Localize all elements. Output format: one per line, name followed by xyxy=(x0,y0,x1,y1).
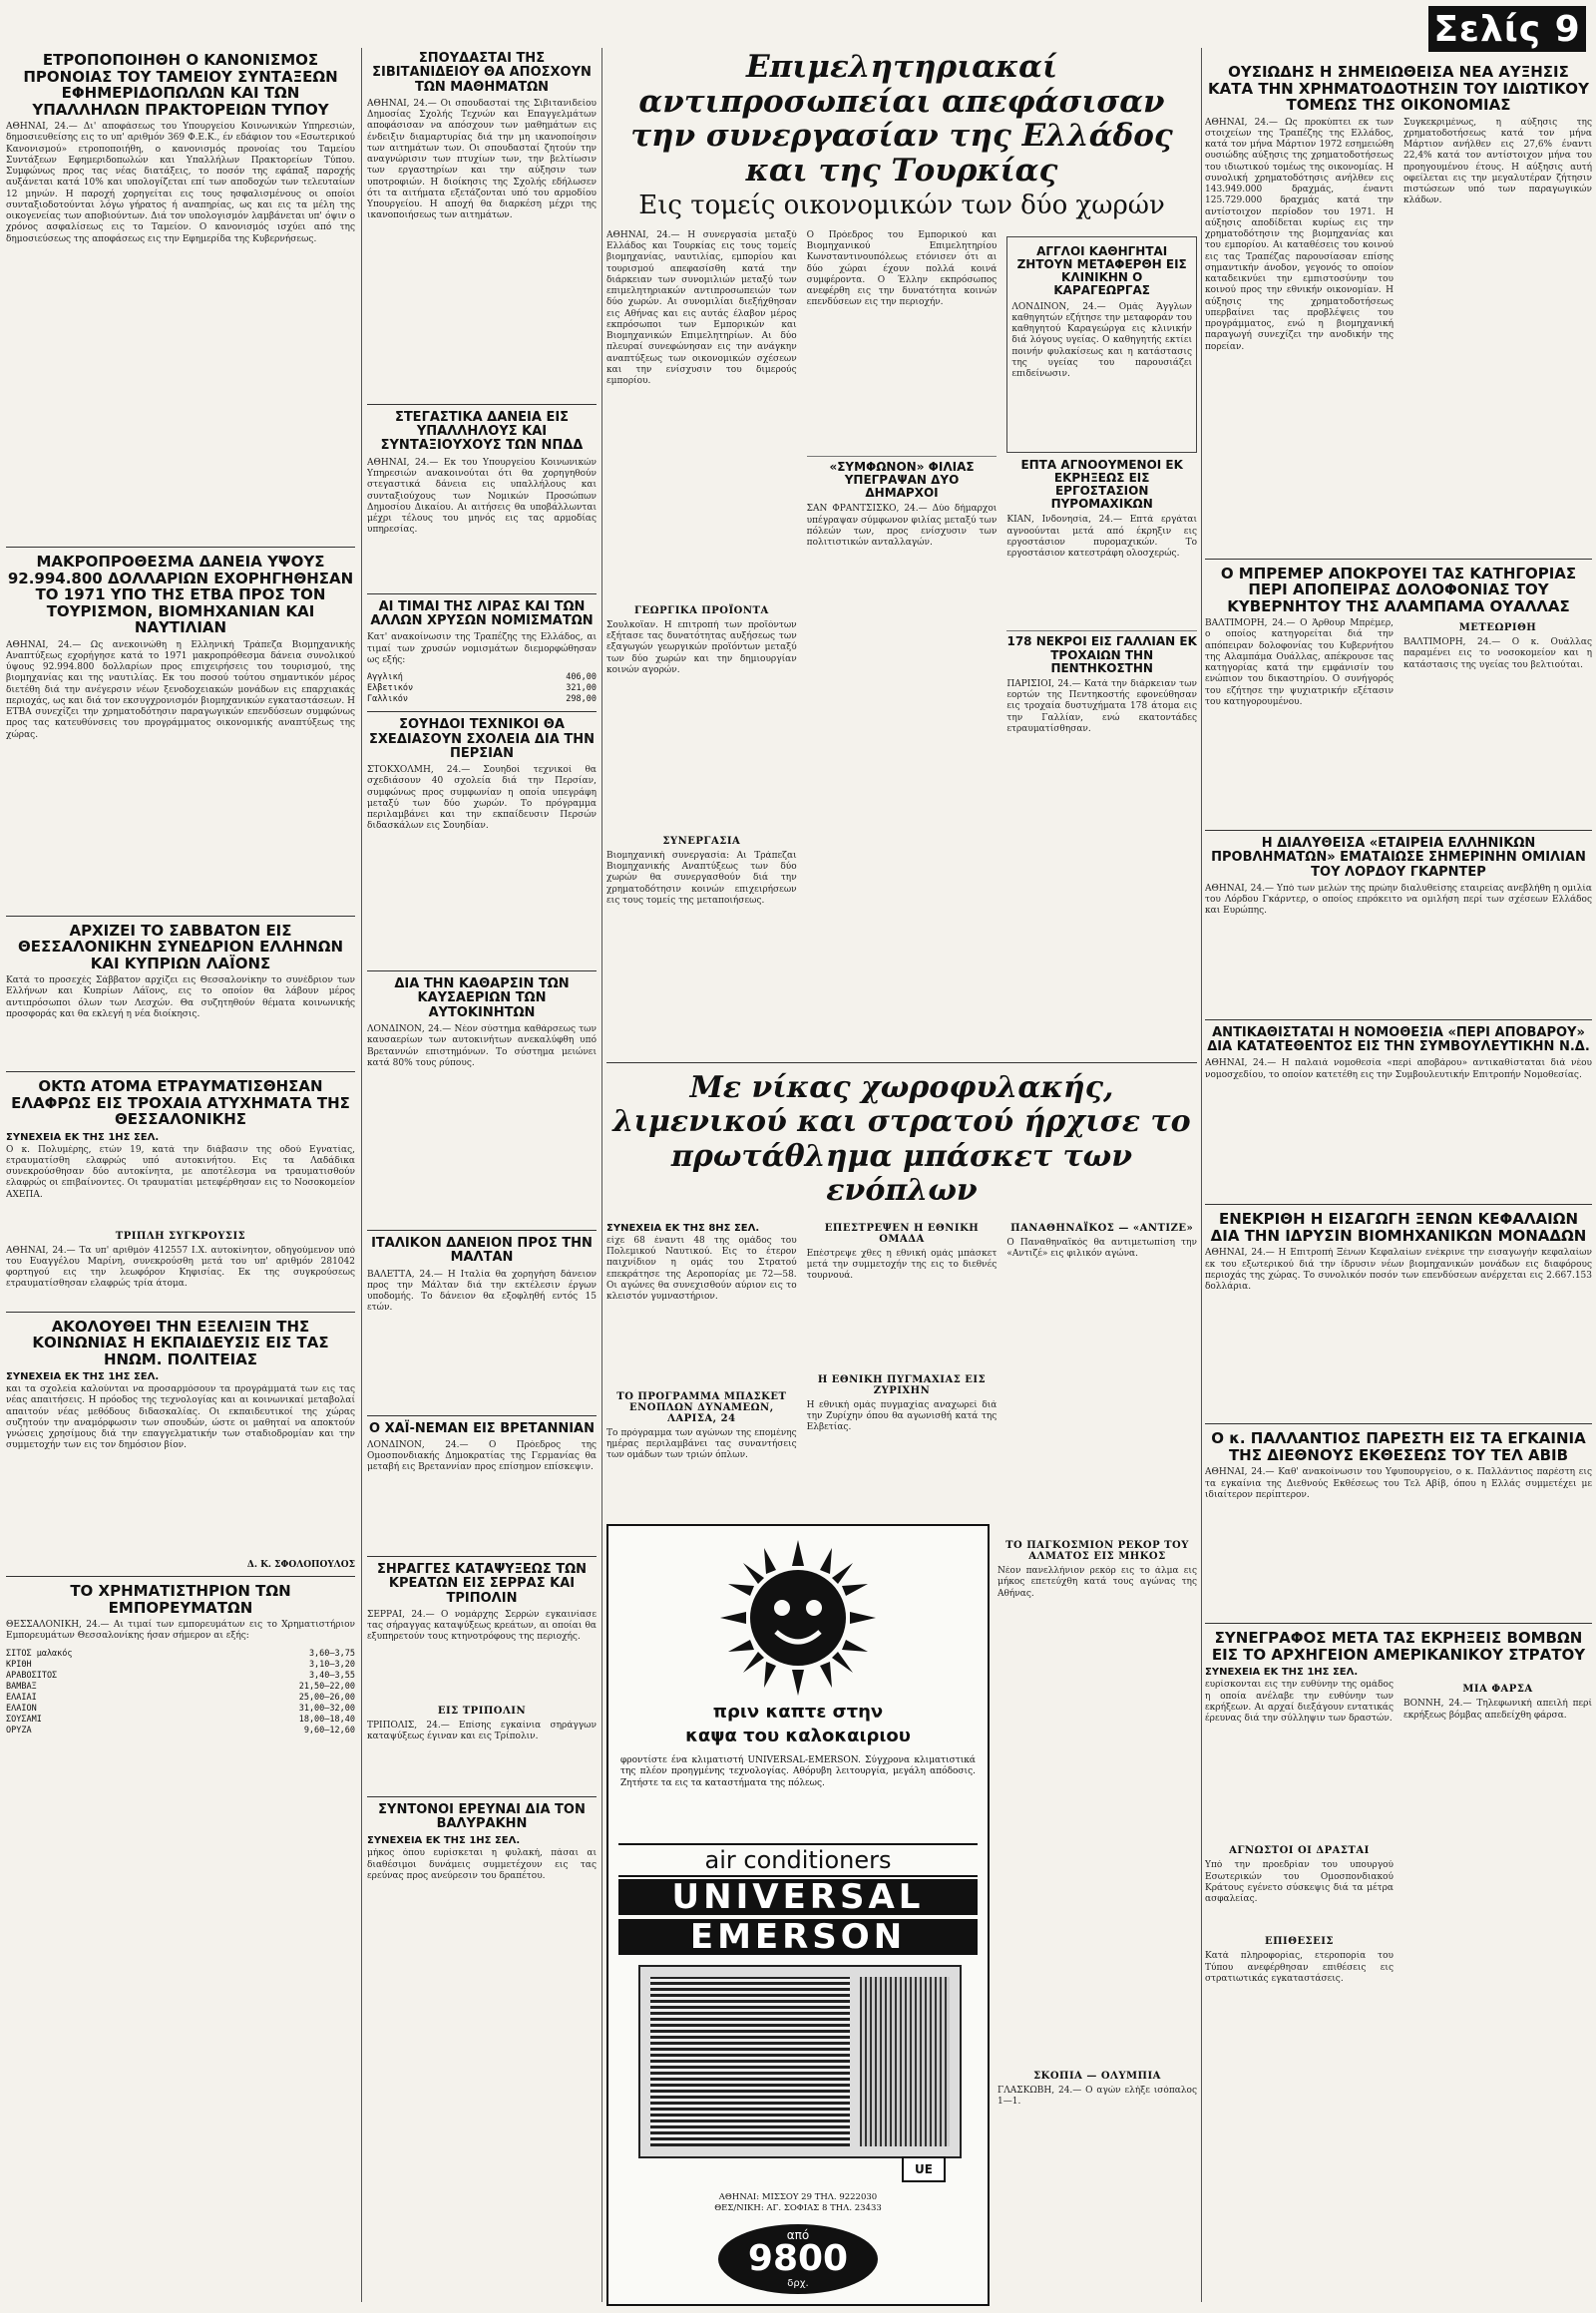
air-conditioner-advertisement xyxy=(606,1524,990,2306)
subhead: ΣΥΝΕΡΓΑΣΙΑ xyxy=(662,835,741,847)
continuation-note: ΣΥΝΕΧΕΙΑ ΕΚ ΤΗΣ 1ΗΣ ΣΕΛ. xyxy=(6,1131,160,1143)
sun-icon xyxy=(720,1540,876,1696)
rule xyxy=(367,1415,597,1416)
subhead: ΕΙΣ ΤΡΙΠΟΛΙΝ xyxy=(437,1705,527,1717)
subhead: ΤΟ ΠΡΟΓΡΑΜΜΑ ΜΠΑΣΚΕΤ ΕΝΟΠΛΩΝ ΔΥΝΑΜΕΩΝ, ΛΑΡΙΣΑ, 24 xyxy=(616,1390,787,1424)
article-text: ΒΑΛΕΤΤΑ, 24.— Η Ιταλία θα χορηγήση δάνειον προς την Μάλταν διά την εκτέλεσιν έργων υποδομής. Το δάνειον θα εξοφληθή εντός 15 ετών. xyxy=(367,1269,597,1314)
rule xyxy=(367,404,597,405)
subhead: ΑΓΝΩΣΤΟΙ ΟΙ ΔΡΑΣΤΑΙ xyxy=(1229,1845,1370,1857)
price-row: ΕΛΑΙΑΙ 25,00—26,00 xyxy=(6,1692,355,1703)
article-text: Κατά το προσεχές Σάββατον αρχίζει εις Θεσσαλονίκην το συνέδριον των Ελλήνων και Κυπρίων Λάϊονς, εις το οποίον θα λάβουν μέρος αντιπρόσωποι όλων των Λεσχών. Θα συζητηθούν θέματα κοινωνικής προσφοράς και θα εκλεγή η νέα διοίκησις. xyxy=(6,975,355,1019)
article-text: ΑΘΗΝΑΙ, 24.— Υπό των μελών της πρώην διαλυθείσης εταιρείας ανεβλήθη η ομιλία του Λόρδου Γκάρντερ, ο οποίος επρόκειτο να ομιλήση περί των σχέσεων Ελλάδος και Ευρώπης. xyxy=(1205,883,1592,917)
article-text: ΠΑΡΙΣΙΟΙ, 24.— Κατά την διάρκειαν των εορτών της Πεντηκοστής εφονεύθησαν εις τροχαία δυστυχήματα 178 άτομα εις την Γαλλίαν, ενώ εκατοντάδες ετραυματίσθησαν. xyxy=(1006,678,1198,734)
column-divider xyxy=(601,48,602,2302)
headline: ΕΠΤΑ ΑΓΝΟΟΥΜΕΝΟΙ ΕΚ ΕΚΡΗΞΕΩΣ ΕΙΣ ΕΡΓΟΣΤΑΣΙΟΝ ΠΥΡΟΜΑΧΙΚΩΝ xyxy=(1020,457,1183,512)
sports-columns xyxy=(606,1219,1197,1514)
subhead: Η ΕΘΝΙΚΗ ΠΥΓΜΑΧΙΑΣ ΕΙΣ ΖΥΡΙΧΗΝ xyxy=(817,1373,987,1396)
article-text: Κατά πληροφορίας, ετεροπορία του Τύπου ανεφέρθησαν επιθέσεις εις στρατιωτικάς εγκαταστάσεις. xyxy=(1205,1951,1394,1984)
rule xyxy=(1205,830,1592,831)
rule xyxy=(6,547,355,548)
headline: ΜΑΚΡΟΠΡΟΘΕΣΜΑ ΔΑΝΕΙΑ ΥΨΟΥΣ 92.994.800 ΔΟΛΛΑΡΙΩΝ ΕΧΟΡΗΓΗΘΗΣΑΝ ΤΟ 1971 ΥΠΟ ΤΗΣ ΕΤΒΑ ΠΡΟΣ ΤΟΝ ΤΟΥΡΙΣΜΟΝ, ΒΙΟΜΗΧΑΝΙΑΝ ΚΑΙ ΝΑΥΤΙΛΙΑΝ xyxy=(7,553,354,636)
price-prefix: από xyxy=(786,2228,810,2242)
subhead: ΜΕΤΕΩΡΙΘΗ xyxy=(1458,622,1537,633)
subhead: ΤΡΙΠΛΗ ΣΥΓΚΡΟΥΣΙΣ xyxy=(115,1230,246,1242)
byline: Δ. Κ. ΣΦΟΛΟΠΟΥΛΟΣ xyxy=(246,1560,355,1570)
continuation-note: ΣΥΝΕΧΕΙΑ ΕΚ ΤΗΣ 1ΗΣ ΣΕΛ. xyxy=(6,1371,160,1382)
headline: ΣΗΡΑΓΓΕΣ ΚΑΤΑΨΥΞΕΩΣ ΤΩΝ ΚΡΕΑΤΩΝ ΕΙΣ ΣΕΡΡΑΣ ΚΑΙ ΤΡΙΠΟΛΙΝ xyxy=(376,1561,588,1606)
rule xyxy=(1205,1423,1592,1424)
price-row: ΣΙΤΟΣ μαλακός 3,60—3,75 xyxy=(6,1648,355,1659)
rule xyxy=(367,711,597,712)
article-text: ΛΟΝΔΙΝΟΝ, 24.— Ομάς Άγγλων καθηγητών εζήτησε την μεταφοράν του καθηγητού Καραγεώργα εις κλινικήν διά λόγους υγείας. Ο καθηγητής εκτίει ποινήν φυλακίσεως και η κατάστασις της υγείας του παρουσιάζει επιδείνωσιν. xyxy=(1011,301,1193,380)
coin-row: Ελβετικόν 321,00 xyxy=(367,683,597,694)
page-number-badge: Σελίς 9 xyxy=(1428,6,1586,52)
sports-continuation xyxy=(998,1536,1197,2211)
headline: ΑΝΤΙΚΑΘΙΣΤΑΤΑΙ Η ΝΟΜΟΘΕΣΙΑ «ΠΕΡΙ ΑΠΟΒΑΡΟΥ» ΔΙΑ ΚΑΤΑΤΕΘΕΝΤΟΣ ΕΙΣ ΤΗΝ ΣΥΜΒΟΥΛΕΥΤΙΚΗΝ Ν.Δ. xyxy=(1207,1024,1590,1055)
article-text: ΒΑΛΤΙΜΟΡΗ, 24.— Ο κ. Ουάλλας παραμένει εις το νοσοκομείον και η κατάστασις της υγείας του βελτιούται. xyxy=(1403,637,1592,670)
price-value: 9800 xyxy=(747,2238,849,2279)
article-text: ΣΤΟΚΧΟΛΜΗ, 24.— Σουηδοί τεχνικοί θα σχεδιάσουν 40 σχολεία διά την Περσίαν, συμφώνως προς συμφωνίαν η οποία υπεγράφη μεταξύ των δύο χωρών. Το πρόγραμμα περιλαμβάνει και την εκπαίδευσιν Περσών διδασκάλων εις Σουηδίαν. xyxy=(367,765,597,832)
headline: ΕΤΡΟΠΟΠΟΙΗΘΗ Ο ΚΑΝΟΝΙΣΜΟΣ ΠΡΟΝΟΙΑΣ ΤΟΥ ΤΑΜΕΙΟΥ ΣΥΝΤΑΞΕΩΝ ΕΦΗΜΕΡΙΔΟΠΩΛΩΝ ΚΑΙ ΤΩΝ ΥΠΑΛΛΗΛΩΝ ΠΡΑΚΤΟΡΕΙΩΝ ΤΥΠΟΥ xyxy=(23,51,338,119)
article-text: ΘΕΣΣΑΛΟΝΙΚΗ, 24.— Αι τιμαί των εμπορευμάτων εις το Χρηματιστήριον Εμπορευμάτων Θεσσαλονίκης ήσαν σήμερον αι εξής: xyxy=(6,1620,355,1642)
headline: ΙΤΑΛΙΚΟΝ ΔΑΝΕΙΟΝ ΠΡΟΣ ΤΗΝ ΜΑΛΤΑΝ xyxy=(371,1236,593,1266)
article-text: ΑΘΗΝΑΙ, 24.— Ως ανεκοινώθη η Ελληνική Τράπεζα Βιομηχανικής Αναπτύξεως εχορήγησε κατά το 1971 μακροπρόθεσμα δάνεια συνολικού ύψους 92.994.800 δολλαρίων προς επιχειρήσεις του τουρισμού, της βιομηχανίας και της ναυτιλίας. Εκ του ποσού τούτου σημαντικόν μέρος διετέθη διά την ανέγερσιν νέων ξενοδοχειακών μονάδων εις επαρχιακάς περιοχάς, ως και διά τον εκσυγχρονισμόν βιομηχανικών εγκαταστάσεων. Η ΕΤΒΑ συνεχίζει την χρηματοδότησιν παραγωγικών επενδύσεων συμφώνως προς τας κατευθύνσεις του προγράμματος οικονομικής αναπτύξεως της χώρας. xyxy=(6,639,355,740)
headline: ΔΙΑ ΤΗΝ ΚΑΘΑΡΣΙΝ ΤΩΝ ΚΑΥΣΑΕΡΙΩΝ ΤΩΝ ΑΥΤΟΚΙΝΗΤΩΝ xyxy=(394,976,570,1020)
boxed-story xyxy=(1006,236,1197,453)
price-row: ΕΛΑΙΟΝ 31,00—32,00 xyxy=(6,1703,355,1714)
article-text: Σουλκοΐαν. Η επιτροπή των προϊόντων εξήτασε τας δυνατότητας αυξήσεως των εξαγωγών γεωργικών προϊόντων μεταξύ των δύο χωρών και την δημιουργίαν κοινών αγορών. xyxy=(606,619,797,675)
article-text: Κατ' ανακοίνωσιν της Τραπέζης της Ελλάδος, αι τιμαί των χρυσών νομισμάτων διεμορφώθησαν ως εξής: xyxy=(367,632,597,665)
headline: ΕΝΕΚΡΙΘΗ Η ΕΙΣΑΓΩΓΗ ΞΕΝΩΝ ΚΕΦΑΛΑΙΩΝ ΔΙΑ ΤΗΝ ΙΔΡΥΣΙΝ ΒΙΟΜΗΧΑΝΙΚΩΝ ΜΟΝΑΔΩΝ xyxy=(1210,1210,1587,1245)
lead-story-columns xyxy=(606,230,1197,1056)
rule xyxy=(1006,630,1197,631)
article-text: Η εθνική ομάς πυγμαχίας αναχωρεί διά την Ζυρίχην όπου θα αγωνισθή κατά της Ελβετίας. xyxy=(806,1399,998,1433)
rule xyxy=(367,970,597,971)
ac-control-panel xyxy=(860,1977,950,2146)
article-text: ΑΘΗΝΑΙ, 24.— Δι' αποφάσεως του Υπουργείου Κοινωνικών Υπηρεσιών, δημοσιευθείσης εις το υπ' αριθμόν 369 Φ.Ε.Κ., έν εδάφιον του «Εσωτερικού Κανονισμού» ετροποποιήθη, ο κανονισμός προνοίας του Ταμείου Συντάξεων Εφημεριδοπωλών και Υπαλλήλων Πρακτορείων Τύπου. Συμφώνως προς τας νέας διατάξεις, το ποσόν της εφάπαξ παροχής αυξάνεται κατά 10% και υπολογίζεται επί των αποδοχών των τελευταίων 12 μηνών. Η παροχή χορηγείται εις τους ησφαλισμένους οι οποίοι συνταξιοδοτούνται λόγω γήρατος ή αναπηρίας, ως και εις τα μέλη της οικογενείας των αποβιούντων. Διά τον υπολογισμόν λαμβάνεται υπ' όψιν ο χρόνος ασφαλίσεως εις το Ταμείον. Ο κανονισμός ισχύει από της δημοσιεύσεως της αποφάσεως εις την Εφημερίδα της Κυβερνήσεως. xyxy=(6,122,355,244)
headline: ΟΚΤΩ ΑΤΟΜΑ ΕΤΡΑΥΜΑΤΙΣΘΗΣΑΝ ΕΛΑΦΡΩΣ ΕΙΣ ΤΡΟΧΑΙΑ ΑΤΥΧΗΜΑΤΑ ΤΗΣ ΘΕΣΣΑΛΟΝΙΚΗΣ xyxy=(11,1077,350,1128)
rule xyxy=(6,916,355,917)
column-3 xyxy=(606,48,1197,1514)
gold-coin-prices xyxy=(367,672,597,705)
subhead: ΕΠΕΣΤΡΕΨΕΝ Η ΕΘΝΙΚΗ ΟΜΑΔΑ xyxy=(824,1222,980,1245)
headline: ΣΟΥΗΔΟΙ ΤΕΧΝΙΚΟΙ ΘΑ ΣΧΕΔΙΑΣΟΥΝ ΣΧΟΛΕΙΑ ΔΙΑ ΤΗΝ ΠΕΡΣΙΑΝ xyxy=(369,717,595,761)
column-divider xyxy=(1201,48,1202,2302)
article-text: Το πρόγραμμα των αγώνων της επομένης ημέρας περιλαμβάνει τας συναντήσεις των ομάδων των τριών όπλων. xyxy=(606,1427,797,1461)
article-text: και τα σχολεία καλούνται να προσαρμόσουν τα προγράμματά των εις τας νέας απαιτήσεις. Η πρόοδος της τεχνολογίας και αι κοινωνικαί μεταβολαί απαιτούν νέας μεθόδους διδασκαλίας. Οι εκπαιδευτικοί της χώρας συζητούν την αναμόρφωσιν των σπουδών, ώστε οι μαθηταί να αποκτούν γνώσεις χρησίμους διά την επαγγελματικήν των σταδιοδρομίαν και την συμμετοχήν των εις τον δημόσιον βίον. xyxy=(6,1384,355,1451)
continuation-note: ΣΥΝΕΧΕΙΑ ΕΚ ΤΗΣ 1ΗΣ ΣΕΛ. xyxy=(367,1835,521,1847)
article-text: ΓΛΑΣΚΩΒΗ, 24.— Ο αγών ελήξε ισόπαλος 1—1. xyxy=(998,2086,1197,2108)
headline: ΣΥΝΕΓΡΑΦΟΣ ΜΕΤΑ ΤΑΣ ΕΚΡΗΞΕΙΣ ΒΟΜΒΩΝ ΕΙΣ ΤΟ ΑΡΧΗΓΕΙΟΝ ΑΜΕΡΙΚΑΝΙΚΟΥ ΣΤΡΑΤΟΥ xyxy=(1211,1629,1586,1664)
article-text: ΑΘΗΝΑΙ, 24.— Η παλαιά νομοθεσία «περί αποβάρου» αντικαθίσταται διά νέου νομοσχεδίου, το οποίον κατετέθη εις την Συμβουλευτικήν Επιτροπήν Νομοθεσίας. xyxy=(1205,1058,1592,1080)
ad-product-category: air conditioners xyxy=(618,1843,978,1877)
story-columns xyxy=(1205,118,1592,553)
article-text: Ο Παναθηναϊκός θα αντιμετωπίση την «Αντιζέ» εις φιλικόν αγώνα. xyxy=(1006,1237,1198,1260)
price-row: ΚΡΙΘΗ 3,10—3,20 xyxy=(6,1659,355,1670)
rule xyxy=(367,593,597,594)
article-text: ΑΘΗΝΑΙ, 24.— Η Επιτροπή Ξένων Κεφαλαίων ενέκρινε την εισαγωγήν κεφαλαίων εκ του εξωτερικού διά την ίδρυσιν νέων βιομηχανικών μονάδων εις διαφόρους περιοχάς της χώρας. Το συνολικόν ποσόν των επενδύσεων ανέρχεται εις 2.667.153 δολλάρια. xyxy=(1205,1248,1592,1293)
price-row: ΒΑΜΒΑΞ 21,50—22,00 xyxy=(6,1681,355,1692)
article-text: ΑΘΗΝΑΙ, 24.— Καθ' ανακοίνωσιν του Υφυπουργείου, ο κ. Παλλάντιος παρέστη εις τα εγκαίνια της Διεθνούς Εκθέσεως του Τελ Αβίβ, όπου η Ελλάς συμμετέχει με ιδιαίτερον περίπτερον. xyxy=(1205,1467,1592,1500)
column-1 xyxy=(6,48,355,1740)
continuation-note: ΣΥΝΕΧΕΙΑ ΕΚ ΤΗΣ 8ΗΣ ΣΕΛ. xyxy=(606,1222,760,1234)
ad-slogan-line: πριν καπτε στην xyxy=(712,1702,884,1723)
rule xyxy=(1205,1019,1592,1020)
headline: Η ΔΙΑΛΥΘΕΙΣΑ «ΕΤΑΙΡΕΙΑ ΕΛΛΗΝΙΚΩΝ ΠΡΟΒΛΗΜΑΤΩΝ» ΕΜΑΤΑΙΩΣΕ ΣΗΜΕΡΙΝΗΝ ΟΜΙΛΙΑΝ ΤΟΥ ΛΟΡΔΟΥ ΓΚΑΡΝΤΕΡ xyxy=(1211,836,1586,880)
headline: ΑΡΧΙΖΕΙ ΤΟ ΣΑΒΒΑΤΟΝ ΕΙΣ ΘΕΣΣΑΛΟΝΙΚΗΝ ΣΥΝΕΔΡΙΟΝ ΕΛΛΗΝΩΝ ΚΑΙ ΚΥΠΡΙΩΝ ΛΑΪΟΝΣ xyxy=(17,921,344,972)
ac-grill xyxy=(650,1977,850,2146)
article-text: Βιομηχανική συνεργασία: Αι Τράπεζαι Βιομηχανικής Αναπτύξεως των δύο χωρών θα συνεργασθούν διά την χρηματοδότησιν κοινών επιχειρήσεων εις τους τομείς της μεταποιήσεως. xyxy=(606,850,797,906)
article-text: ΛΟΝΔΙΝΟΝ, 24.— Νέον σύστημα καθάρσεως των καυσαερίων των αυτοκινήτων ανεκαλύφθη υπό Βρεταννών επιστημόνων. Το σύστημα μειώνει κατά 80% τους ρύπους. xyxy=(367,1024,597,1068)
story-columns xyxy=(1205,618,1592,824)
article-text: Ο Πρόεδρος του Εμπορικού και Βιομηχανικού Επιμελητηρίου Κωνσταντινουπόλεως ετόνισεν ότι αι δύο χώραι έχουν πολλά κοινά συμφέροντα. Ο Έλλην εκπρόσωπος ανεφέρθη εις την δυνατότητα κοινών επενδύσεων εις την περιοχήν. xyxy=(806,229,998,308)
column-divider xyxy=(361,48,362,2302)
price-row: ΣΟΥΣΑΜΙ 18,00—18,40 xyxy=(6,1714,355,1725)
rule xyxy=(6,1576,355,1577)
article-text: ΣΑΝ ΦΡΑΝΤΣΙΣΚΟ, 24.— Δύο δήμαρχοι υπέγραψαν σύμφωνον φιλίας μεταξύ των πόλεών των, προς ενίσχυσιν των πολιτιστικών ανταλλαγών. xyxy=(806,504,998,549)
rule xyxy=(6,1312,355,1313)
subhead: ΤΟ ΠΑΓΚΟΣΜΙΟΝ ΡΕΚΟΡ ΤΟΥ ΑΛΜΑΤΟΣ ΕΙΣ ΜΗΚΟΣ xyxy=(1005,1540,1189,1562)
headline: ΣΤΕΓΑΣΤΙΚΑ ΔΑΝΕΙΑ ΕΙΣ ΥΠΑΛΛΗΛΟΥΣ ΚΑΙ ΣΥΝΤΑΞΙΟΥΧΟΥΣ ΤΩΝ ΝΠΔΔ xyxy=(380,409,584,454)
subhead: ΓΕΩΡΓΙΚΑ ΠΡΟΪΟΝΤΑ xyxy=(633,604,769,616)
rule xyxy=(1205,1204,1592,1205)
ad-brand-name: EMERSON xyxy=(618,1919,978,1955)
headline: «ΣΥΜΦΩΝΟΝ» ΦΙΛΙΑΣ ΥΠΕΓΡΑΨΑΝ ΔΥΟ ΔΗΜΑΡΧΟΙ xyxy=(829,459,975,501)
article-text: Υπό την προεδρίαν του υπουργού Εσωτερικών του Ομοσπονδιακού Κράτους εγένετο σύσκεψις διά τα μέτρα ασφαλείας. xyxy=(1205,1860,1394,1905)
ad-addresses xyxy=(608,2192,988,2214)
ad-body-text: φροντίστε ένα κλιματιστή UNIVERSAL-EMERSON. Σύγχρονα κλιματιστικά της πλέον προηγμένης τεχνολογίας. Αθόρυβη λειτουργία, μεγάλη απόδοσις. Ζητήστε τα εις τα καταστήματα της πόλεως. xyxy=(620,1755,976,1788)
rule xyxy=(6,1071,355,1072)
rule xyxy=(367,1230,597,1231)
article-text: ΤΡΙΠΟΛΙΣ, 24.— Επίσης εγκαίνια σηράγγων καταψύξεως έγιναν και εις Τρίπολιν. xyxy=(367,1720,597,1742)
article-text: ΒΟΝΝΗ, 24.— Τηλεφωνική απειλή περί εκρήξεως βόμβας απεδείχθη φάρσα. xyxy=(1403,1699,1592,1721)
rule xyxy=(807,456,998,457)
article-text: Επέστρεψε χθες η εθνική ομάς μπάσκετ μετά την συμμετοχήν της εις το διεθνές τουρνουά. xyxy=(806,1248,998,1282)
coin-row: Αγγλική 406,00 xyxy=(367,672,597,683)
column-2 xyxy=(367,48,597,1974)
article-text: ΑΘΗΝΑΙ, 24.— Ως προκύπτει εκ των στοιχείων της Τραπέζης της Ελλάδος, κατά τον μήνα Μάρτιον 1972 εσημειώθη ουσιώδης αύξησις της χρηματοδοτήσεως του ιδιωτικού τομέως της οικονομίας. Η συνολική χρηματοδότησις ανήλθεν εις 143.949.000 δραχμάς, έναντι 125.729.000 δραχμάς κατά την αντίστοιχον περίοδον του 1971. Η αύξησις αποδίδεται κυρίως εις την χρηματοδότησιν της βιομηχανίας και του εμπορίου. Αι καταθέσεις του κοινού εις τας Τραπέζας παρουσίασαν επίσης σημαντικήν άνοδον, γεγονός το οποίον καταδεικνύει την εμπιστοσύνην του κοινού προς την εθνικήν οικονομίαν. Η αύξησις της χρηματοδοτήσεως υπερβαίνει τας προβλέψεις του προγράμματος, ενώ η βιομηχανική παραγωγή συνεχίζει την ανοδικήν της πορείαν. xyxy=(1205,117,1394,352)
price-badge xyxy=(718,2224,878,2294)
article-text: ΑΘΗΝΑΙ, 24.— Η συνεργασία μεταξύ Ελλάδος και Τουρκίας εις τους τομείς βιομηχανίας, ναυτιλίας, εμπορίου και τουρισμού απεφασίσθη κατά την διάρκειαν των συνομιλιών μεταξύ των επιμελητηριακών αντιπροσωπειών των δύο χωρών. Αι συνομιλίαι διεξήχθησαν εις Αθήνας και εις αυτάς έλαβον μέρος εκπρόσωποι των Εμπορικών και Βιομηχανικών Επιμελητηρίων. Αι δύο πλευραί συνεφώνησαν εις την ανάγκην αναπτύξεως των οικονομικών σχέσεων και την ενίσχυσιν του διμερούς εμπορίου. xyxy=(606,229,797,387)
subhead: ΜΙΑ ΦΑΡΣΑ xyxy=(1462,1684,1533,1696)
article-text: ευρίσκονται εις την ευθύνην της ομάδος η οποία ανέλαβε την ευθύνην των εκρήξεων. Αι αρχαί διεξάγουν εντατικάς έρευνας διά την σύλληψιν των δραστών. xyxy=(1205,1680,1394,1725)
headline: ΟΥΣΙΩΔΗΣ Η ΣΗΜΕΙΩΘΕΙΣΑ ΝΕΑ ΑΥΞΗΣΙΣ ΚΑΤΑ ΤΗΝ ΧΡΗΜΑΤΟΔΟΤΗΣΙΝ ΤΟΥ ΙΔΙΩΤΙΚΟΥ ΤΟΜΕΩΣ ΤΗΣ ΟΙΚΟΝΟΜΙΑΣ xyxy=(1208,63,1589,114)
article-text: ΚΙΑΝ, Ινδονησία, 24.— Επτά εργάται αγνοούνται μετά από έκρηξιν εις εργοστάσιον πυρομαχικών. Το εργοστάσιον κατεστράφη ολοσχερώς. xyxy=(1006,515,1198,560)
story-columns xyxy=(1205,1680,1592,2007)
article-text: ΑΘΗΝΑΙ, 24.— Εκ του Υπουργείου Κοινωνικών Υπηρεσιών ανακοινούται ότι θα χορηγηθούν στεγαστικά δάνεια εις υπαλλήλους και συνταξιούχους των Νομικών Προσώπων Δημοσίου Δικαίου. Αι αιτήσεις θα υποβάλλωνται μέχρι τέλους του μηνός εις τας αρμοδίας υπηρεσίας. xyxy=(367,457,597,536)
lead-headline: Επιμελητηριακαί αντιπροσωπείαι απεφάσισαν την συνεργασίαν της Ελλάδος και της Τουρκίας xyxy=(630,49,1173,190)
article-text: ΒΑΛΤΙΜΟΡΗ, 24.— Ο Άρθουρ Μπρέμερ, ο οποίος κατηγορείται διά την απόπειραν δολοφονίας του Κυβερνήτου της Αλαμπάμα Ουάλλας, απέκρουσε τας κατηγορίας κατά την εμφάνισίν του ενώπιον του δικαστηρίου. Ο συνήγορός του εζήτησε την ψυχιατρικήν εξέτασιν του κατηγορουμένου. xyxy=(1205,618,1394,707)
price-row: ΟΡΥΖΑ 9,60—12,60 xyxy=(6,1725,355,1735)
ad-slogan-line: καψα του καλοκαιριου xyxy=(685,1726,911,1746)
article-text: Νέον πανελλήνιον ρεκόρ εις το άλμα εις μήκος επετεύχθη κατά τους αγώνας της Αθήνας. xyxy=(998,1566,1197,1599)
headline: Ο ΜΠΡΕΜΕΡ ΑΠΟΚΡΟΥΕΙ ΤΑΣ ΚΑΤΗΓΟΡΙΑΣ ΠΕΡΙ ΑΠΟΠΕΙΡΑΣ ΔΟΛΟΦΟΝΙΑΣ ΤΟΥ ΚΥΒΕΡΝΗΤΟΥ ΤΗΣ ΑΛΑΜΠΑΜΑ ΟΥΑΛΛΑΣ xyxy=(1220,564,1577,615)
article-text: Συγκεκριμένως, η αύξησις της χρηματοδοτήσεως κατά τον μήνα Μάρτιον ανήλθεν εις 27,6% έναντι 22,4% κατά τον αντίστοιχον μήνα του προηγουμένου έτους. Η αύξησις αυτή οφείλεται εις την μεγαλυτέραν ζήτησιν πιστώσεων υπό των παραγωγικών κλάδων. xyxy=(1403,117,1592,206)
article-text: ΣΕΡΡΑΙ, 24.— Ο νομάρχης Σερρών εγκαινίασε τας σήραγγας καταψύξεως κρεάτων, αι οποίαι θα εξυπηρετούν τους κτηνοτρόφους της περιοχής. xyxy=(367,1609,597,1643)
ad-address-line: ΑΘΗΝΑΙ: ΜΙΣΣΟΥ 29 ΤΗΛ. 9222030 xyxy=(718,2192,878,2202)
headline: Ο ΧΑΪ-ΝΕΜΑΝ ΕΙΣ ΒΡΕΤΑΝΝΙΑΝ xyxy=(369,1420,595,1436)
article-text: ΛΟΝΔΙΝΟΝ, 24.— Ο Πρόεδρος της Ομοσπονδιακής Δημοκρατίας της Γερμανίας θα μεταβή εις Βρεταννίαν προς επίσημον επίσκεψιν. xyxy=(367,1439,597,1473)
headline: 178 ΝΕΚΡΟΙ ΕΙΣ ΓΑΛΛΙΑΝ ΕΚ ΤΡΟΧΑΙΩΝ ΤΗΝ ΠΕΝΤΗΚΟΣΤΗΝ xyxy=(1006,634,1197,675)
ad-brand-name: UNIVERSAL xyxy=(618,1879,978,1915)
rule xyxy=(1205,1623,1592,1624)
subhead: ΠΑΝΑΘΗΝΑΪΚΟΣ — «ΑΝΤΙΖΕ» xyxy=(1010,1222,1194,1234)
price-currency: δρχ. xyxy=(787,2278,809,2289)
headline: ΤΟ ΧΡΗΜΑΤΙΣΤΗΡΙΟΝ ΤΩΝ ΕΜΠΟΡΕΥΜΑΤΩΝ xyxy=(70,1582,291,1617)
rule xyxy=(1205,559,1592,560)
article-text: ΑΘΗΝΑΙ, 24.— Οι σπουδασταί της Σιβιτανιδείου Δημοσίας Σχολής Τεχνών και Επαγγελμάτων αποφάσισαν να απόσχουν των μαθημάτων εις ένδειξιν διαμαρτυρίας διά την μη ικανοποίησιν των αιτημάτων των. Οι σπουδασταί ζητούν την αναγνώρισιν των πτυχίων των, την βελτίωσιν των εργαστηρίων και την αύξησιν των υποτροφιών. Η διοίκησις της Σχολής εδήλωσεν ότι τα αιτήματα εξετάζονται υπό του αρμοδίου Υπουργείου. Η αποχή θα διαρκέση μέχρι της ικανοποιήσεως των αιτημάτων. xyxy=(367,98,597,221)
rule xyxy=(367,1556,597,1557)
air-conditioner-illustration xyxy=(638,1965,962,2176)
ue-logo: UE xyxy=(902,2156,946,2182)
subhead: ΣΚΟΠΙΑ — ΟΛΥΜΠΙΑ xyxy=(1033,2071,1161,2082)
headline: ΣΥΝΤΟΝΟΙ ΕΡΕΥΝΑΙ ΔΙΑ ΤΟΝ ΒΑΛΥΡΑΚΗΝ xyxy=(378,1801,586,1832)
article-text: Ο κ. Πολυμέρης, ετών 19, κατά την διάβασιν της οδού Εγνατίας, ετραυματίσθη ελαφρώς υπό αυτοκινήτου. Εις τα Λαδάδικα συνεκρούσθησαν δύο αυτοκίνητα, με αποτέλεσμα να τραυματισθούν ελαφρώς οι επιβαίνοντες. Οι τραυματίαι μετεφέρθησαν εις το Νοσοκομείον ΑΧΕΠΑ. xyxy=(6,1144,355,1200)
headline: ΑΙ ΤΙΜΑΙ ΤΗΣ ΛΙΡΑΣ ΚΑΙ ΤΩΝ ΑΛΛΩΝ ΧΡΥΣΩΝ ΝΟΜΙΣΜΑΤΩΝ xyxy=(370,598,594,629)
continuation-note: ΣΥΝΕΧΕΙΑ ΕΚ ΤΗΣ 1ΗΣ ΣΕΛ. xyxy=(1205,1667,1359,1679)
price-row: ΑΡΑΒΟΣΙΤΟΣ 3,40—3,55 xyxy=(6,1670,355,1681)
article-text: είχε 68 έναντι 48 της ομάδος του Πολεμικού Ναυτικού. Εις το έτερον παιχνίδιον η ομάς του Στρατού επεκράτησε της Αεροπορίας με 72—58. Οι αγώνες θα συνεχισθούν αύριον εις το κλειστόν γυμναστήριον. xyxy=(606,1235,797,1303)
headline: Ο κ. ΠΑΛΛΑΝΤΙΟΣ ΠΑΡΕΣΤΗ ΕΙΣ ΤΑ ΕΓΚΑΙΝΙΑ ΤΗΣ ΔΙΕΘΝΟΥΣ ΕΚΘΕΣΕΩΣ ΤΟΥ ΤΕΛ ΑΒΙΒ xyxy=(1211,1429,1586,1464)
headline: ΣΠΟΥΔΑΣΤΑΙ ΤΗΣ ΣΙΒΙΤΑΝΙΔΕΙΟΥ ΘΑ ΑΠΟΣΧΟΥΝ ΤΩΝ ΜΑΘΗΜΑΤΩΝ xyxy=(372,51,592,95)
headline: ΑΚΟΛΟΥΘΕΙ ΤΗΝ ΕΞΕΛΙΞΙΝ ΤΗΣ ΚΟΙΝΩΝΙΑΣ Η ΕΚΠΑΙΔΕΥΣΙΣ ΕΙΣ ΤΑΣ ΗΝΩΜ. ΠΟΛΙΤΕΙΑΣ xyxy=(32,1317,329,1368)
column-4 xyxy=(1205,60,1592,2007)
headline: ΑΓΓΛΟΙ ΚΑΘΗΓΗΤΑΙ ΖΗΤΟΥΝ ΜΕΤΑΦΕΡΘΗ ΕΙΣ ΚΛΙΝΙΚΗΝ Ο ΚΑΡΑΓΕΩΡΓΑΣ xyxy=(1016,243,1187,298)
sports-headline: Με νίκας χωροφυλακής, λιμενικού και στρατού ήρχισε το πρωτάθλημα μπάσκετ των ενόπλων xyxy=(612,1069,1191,1209)
subhead: ΕΠΙΘΕΣΕΙΣ xyxy=(1264,1936,1335,1948)
lead-subheadline: Εις τομείς οικονομικών των δύο χωρών xyxy=(638,190,1165,220)
coin-row: Γαλλικόν 298,00 xyxy=(367,694,597,705)
rule xyxy=(606,1062,1197,1063)
commodity-prices xyxy=(6,1649,355,1736)
article-text: μήκος όπου ευρίσκεται η φυλακή, πάσαι αι διαθέσιμοι δυνάμεις συμμετέχουν εις τας ερεύνας προς ανεύρεσιν του δραπέτου. xyxy=(367,1848,597,1881)
ad-address-line: ΘΕΣ/ΝΙΚΗ: ΑΓ. ΣΟΦΙΑΣ 8 ΤΗΛ. 23433 xyxy=(714,2203,882,2214)
article-text: ΑΘΗΝΑΙ, 24.— Τα υπ' αριθμόν 412557 Ι.Χ. αυτοκίνητον, οδηγούμενον υπό του Ευαγγέλου Μαρίνη, συνεκρούσθη μετά του υπ' αριθμόν 281042 φορτηγού εις την λεωφόρον Κηφισίας. Εκ της συγκρούσεως ετραυματίσθησαν ελαφρώς τρία άτομα. xyxy=(6,1245,355,1290)
rule xyxy=(367,1796,597,1797)
